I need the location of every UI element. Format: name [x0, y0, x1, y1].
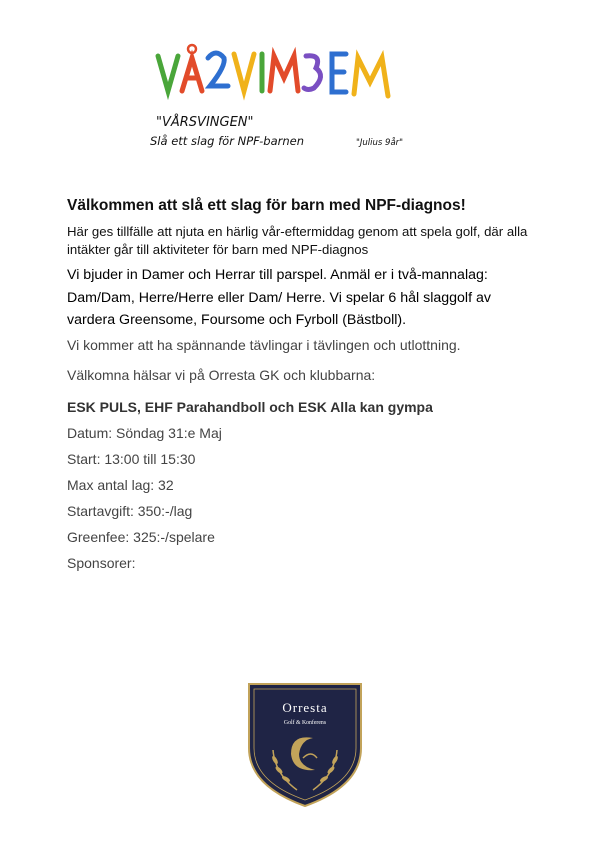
emblem-name: Orresta	[282, 700, 328, 715]
varsvingen-logo	[146, 36, 426, 158]
detail-max-teams: Max antal lag: 32	[67, 476, 174, 493]
detail-fee: Startavgift: 350:-/lag	[67, 502, 193, 519]
orresta-emblem	[245, 678, 365, 810]
orresta-shield-icon	[245, 678, 365, 810]
logo-subtitle: "VÅRSVINGEN"	[156, 115, 254, 130]
detail-start: Start: 13:00 till 15:30	[67, 450, 196, 467]
intro-text: Här ges tillfälle att njuta en härlig vår-eftermiddag genom att spela golf, där alla intäkter går till aktiviteter för barn med NPF-diagnos	[67, 224, 528, 257]
detail-greenfee: Greenfee: 325:-/spelare	[67, 528, 215, 545]
detail-sponsors: Sponsorer:	[67, 554, 136, 571]
invitation-body	[67, 196, 537, 572]
page-heading: Välkommen att slå ett slag för barn med NPF-diagnos!	[67, 197, 466, 214]
logo-signature: "Julius 9år"	[356, 138, 404, 148]
varsvingen-logo-art	[146, 36, 426, 158]
emblem-subtitle: Golf & Konferens	[283, 720, 327, 726]
clubs-text: ESK PULS, EHF Parahandboll och ESK Alla kan gympa	[67, 398, 433, 415]
competitions-text: Vi kommer att ha spännande tävlingar i tävlingen och utlottning.	[67, 336, 461, 353]
detail-date: Datum: Söndag 31:e Maj	[67, 424, 222, 441]
invitation-text: Vi bjuder in Damer och Herrar till parspel. Anmäl er i två-mannalag: Dam/Dam, Herre/Herre eller Dam/ Herre. Vi spelar 6 hål slaggolf av vardera Greensome, Foursome och Fyrboll (Bästboll).	[67, 267, 491, 328]
greeting-text: Välkomna hälsar vi på Orresta GK och klubbarna:	[67, 366, 376, 383]
logo-tagline: Slå ett slag för NPF-barnen	[150, 134, 305, 148]
